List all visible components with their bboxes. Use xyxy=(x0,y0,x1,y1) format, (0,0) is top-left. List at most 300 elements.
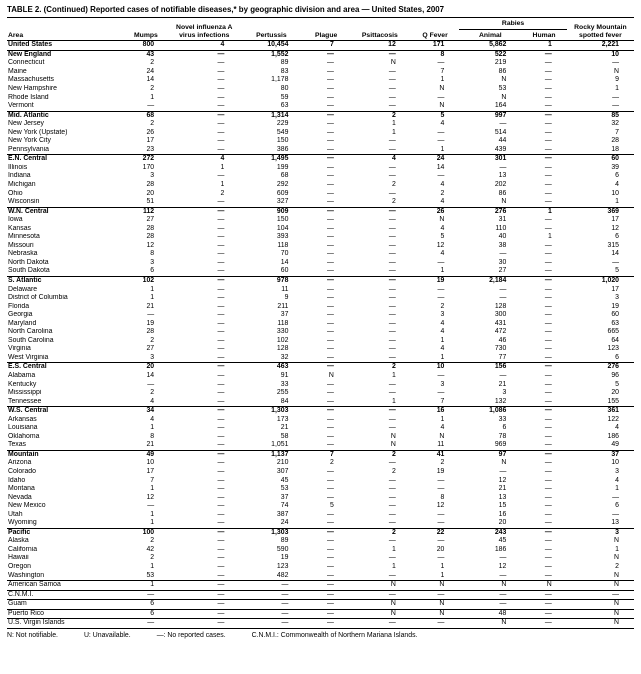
value-cell: 24 xyxy=(146,67,155,75)
value-cell: N xyxy=(439,432,445,440)
value-cell: — xyxy=(544,380,552,388)
value-cell: — xyxy=(388,76,396,84)
value-cell: — xyxy=(544,241,552,249)
value-cell: 211 xyxy=(277,302,289,310)
value-cell: N xyxy=(390,441,396,449)
table-footnote xyxy=(7,632,634,639)
value-cell: 12 xyxy=(146,241,155,249)
table-row xyxy=(7,181,634,190)
value-cell: — xyxy=(388,459,396,467)
area-cell: Kentucky xyxy=(8,380,37,388)
value-cell: 1 xyxy=(150,424,155,432)
value-cell: — xyxy=(326,145,334,153)
value-cell: 7 xyxy=(615,128,619,136)
value-cell: 1 xyxy=(391,545,396,553)
table-row xyxy=(7,94,634,103)
value-cell: — xyxy=(544,311,552,319)
value-cell: — xyxy=(499,163,507,171)
area-cell: Delaware xyxy=(8,285,38,293)
value-cell: — xyxy=(544,493,552,501)
value-cell: 243 xyxy=(459,528,521,537)
value-cell: 4 xyxy=(169,155,239,164)
value-cell: 102 xyxy=(276,336,289,344)
value-cell: 1 xyxy=(150,294,155,302)
table-row xyxy=(7,407,634,416)
value-cell: 51 xyxy=(146,198,155,206)
value-cell: — xyxy=(388,493,396,501)
value-cell: — xyxy=(169,50,239,59)
area-cell: E.N. Central xyxy=(7,155,123,164)
value-cell: 1,552 xyxy=(239,50,303,59)
area-cell: Montana xyxy=(8,485,35,493)
value-cell: — xyxy=(544,102,552,110)
value-cell: 3 xyxy=(440,311,445,319)
value-cell: — xyxy=(217,233,225,241)
value-cell: — xyxy=(326,67,334,75)
value-cell: 1 xyxy=(220,163,225,171)
value-cell: 330 xyxy=(276,328,289,336)
value-cell: — xyxy=(388,353,396,361)
value-cell: 463 xyxy=(239,363,303,372)
table-row xyxy=(7,468,634,477)
value-cell: — xyxy=(544,258,552,266)
area-cell: Illinois xyxy=(8,163,28,171)
value-cell: — xyxy=(437,285,445,293)
value-cell: 12 xyxy=(436,241,445,249)
value-cell: 20 xyxy=(611,389,619,397)
value-cell: — xyxy=(544,502,552,510)
value-cell: 16 xyxy=(411,407,460,416)
value-cell: 96 xyxy=(611,372,619,379)
value-cell: — xyxy=(437,372,445,379)
value-cell: — xyxy=(388,189,396,197)
value-cell: — xyxy=(567,590,634,600)
value-cell: — xyxy=(217,145,225,153)
area-cell: Kansas xyxy=(8,224,31,232)
footnote-no-reported-cases: —: No reported cases. xyxy=(156,631,226,639)
table-row xyxy=(7,619,634,629)
value-cell: 27 xyxy=(146,345,155,353)
value-cell: — xyxy=(388,172,396,180)
value-cell: — xyxy=(544,389,552,397)
value-cell: 1,495 xyxy=(239,155,303,164)
table-row xyxy=(7,459,634,468)
value-cell: 84 xyxy=(280,397,289,405)
value-cell: — xyxy=(437,389,445,397)
table-row xyxy=(7,485,634,494)
value-cell: 1,020 xyxy=(567,276,634,285)
value-cell: — xyxy=(437,510,445,518)
value-cell: — xyxy=(217,554,225,562)
table-row xyxy=(7,416,634,425)
value-cell: 199 xyxy=(276,163,289,171)
value-cell: — xyxy=(437,476,445,484)
value-cell: — xyxy=(544,468,552,476)
value-cell: — xyxy=(459,590,521,600)
area-cell: Texas xyxy=(8,441,26,449)
value-cell: N xyxy=(614,571,619,579)
value-cell: 10 xyxy=(146,459,155,467)
value-cell: 123 xyxy=(276,563,289,571)
table-row xyxy=(7,581,634,591)
value-cell: 301 xyxy=(459,155,521,164)
value-cell: — xyxy=(147,311,155,319)
value-cell: 2 xyxy=(391,468,396,476)
value-cell: 272 xyxy=(123,155,169,164)
value-cell: — xyxy=(544,67,552,75)
value-cell: — xyxy=(326,128,334,136)
value-cell: — xyxy=(326,216,334,224)
value-cell: 20 xyxy=(146,189,155,197)
area-cell: Florida xyxy=(8,302,30,310)
value-cell: 28 xyxy=(146,180,155,188)
area-cell: S. Atlantic xyxy=(7,276,123,285)
value-cell: — xyxy=(499,468,507,476)
value-cell: — xyxy=(388,571,396,579)
value-cell: — xyxy=(123,590,169,600)
value-cell: — xyxy=(303,155,348,164)
value-cell: — xyxy=(411,590,460,600)
value-cell: — xyxy=(217,519,225,527)
value-cell: — xyxy=(437,519,445,527)
area-cell: W.N. Central xyxy=(7,207,123,216)
value-cell: — xyxy=(217,571,225,579)
value-cell: 110 xyxy=(495,224,507,232)
value-cell: — xyxy=(326,163,334,171)
value-cell: — xyxy=(217,59,225,67)
value-cell: 3 xyxy=(502,389,507,397)
value-cell: — xyxy=(544,59,552,67)
value-cell: N xyxy=(411,600,460,610)
value-cell: — xyxy=(388,93,396,101)
value-cell: 1 xyxy=(391,372,396,379)
footnote-not-notifiable: N: Not notifiable. xyxy=(7,631,58,639)
value-cell: 112 xyxy=(123,207,169,216)
value-cell: 2,184 xyxy=(459,276,521,285)
value-cell: — xyxy=(303,528,348,537)
col-header-plague: Plague xyxy=(303,18,348,41)
value-cell: — xyxy=(326,380,334,388)
value-cell: 32 xyxy=(280,353,289,361)
value-cell: — xyxy=(326,250,334,258)
value-cell: — xyxy=(217,128,225,136)
value-cell: — xyxy=(388,510,396,518)
area-cell: New Jersey xyxy=(8,120,44,128)
table-row xyxy=(7,59,634,68)
area-cell: Washington xyxy=(8,571,45,579)
value-cell: 64 xyxy=(611,336,619,344)
area-cell: District of Columbia xyxy=(8,294,68,302)
value-cell: N xyxy=(349,600,411,610)
value-cell: — xyxy=(217,545,225,553)
table-row xyxy=(7,129,634,138)
value-cell: — xyxy=(326,241,334,249)
value-cell: 3 xyxy=(615,468,619,476)
value-cell: — xyxy=(326,485,334,493)
value-cell: — xyxy=(326,415,334,423)
value-cell: — xyxy=(544,137,552,145)
area-cell: New England xyxy=(7,50,123,59)
value-cell: — xyxy=(349,590,411,600)
area-cell: New York (Upstate) xyxy=(8,128,68,136)
value-cell: 14 xyxy=(146,76,155,84)
table-row xyxy=(7,590,634,600)
value-cell: 3 xyxy=(150,353,155,361)
table-title: TABLE 2. (Continued) Reported cases of notifiable diseases,* by geographic division and area — United States, 2007 xyxy=(7,5,445,14)
value-cell: — xyxy=(544,267,552,275)
value-cell: — xyxy=(303,609,348,619)
value-cell: 327 xyxy=(276,198,289,206)
value-cell: 21 xyxy=(146,302,155,310)
value-cell: 28 xyxy=(611,137,619,145)
value-cell: — xyxy=(388,519,396,527)
value-cell: 2 xyxy=(150,120,155,128)
value-cell: 89 xyxy=(280,537,289,545)
value-cell: 1,137 xyxy=(239,450,303,459)
value-cell: 10 xyxy=(411,363,460,372)
value-cell: 128 xyxy=(276,345,289,353)
value-cell: 1 xyxy=(547,41,552,49)
value-cell: — xyxy=(544,224,552,232)
table-row xyxy=(7,50,634,59)
area-cell: C.N.M.I. xyxy=(7,590,123,600)
value-cell: 12 xyxy=(498,476,507,484)
value-cell: — xyxy=(169,528,239,537)
table-row xyxy=(7,546,634,555)
value-cell: 14 xyxy=(146,372,155,379)
value-cell: — xyxy=(544,250,552,258)
value-cell: 17 xyxy=(611,285,619,293)
value-cell: N xyxy=(567,581,634,591)
table-row xyxy=(7,441,634,450)
col-header-novel-influenza: Novel influenza A virus infections xyxy=(169,18,239,41)
value-cell: 1 xyxy=(440,267,445,275)
value-cell: — xyxy=(388,102,396,110)
value-cell: — xyxy=(544,328,552,336)
value-cell: N xyxy=(390,432,396,440)
value-cell: 255 xyxy=(276,389,289,397)
value-cell: 118 xyxy=(277,319,289,327)
value-cell: 1 xyxy=(150,485,155,493)
value-cell: 20 xyxy=(123,363,169,372)
value-cell: — xyxy=(217,250,225,258)
value-cell: — xyxy=(169,600,239,610)
value-cell: — xyxy=(437,554,445,562)
area-cell: North Carolina xyxy=(8,328,53,336)
value-cell: 100 xyxy=(123,528,169,537)
value-cell: — xyxy=(544,485,552,493)
table-row xyxy=(7,389,634,398)
value-cell: 4 xyxy=(440,424,445,432)
value-cell: 1 xyxy=(150,510,155,518)
value-cell: 27 xyxy=(498,267,507,275)
value-cell: — xyxy=(388,485,396,493)
value-cell: 4 xyxy=(615,424,619,432)
value-cell: — xyxy=(169,276,239,285)
value-cell: 9 xyxy=(615,76,619,84)
value-cell: 164 xyxy=(494,102,507,110)
value-cell: — xyxy=(217,537,225,545)
value-cell: — xyxy=(388,216,396,224)
table-row xyxy=(7,381,634,390)
value-cell: — xyxy=(217,267,225,275)
value-cell: N xyxy=(567,619,634,629)
value-cell: 46 xyxy=(498,336,507,344)
table-row xyxy=(7,600,634,610)
value-cell: 4 xyxy=(349,155,411,164)
value-cell: 2,221 xyxy=(601,41,619,49)
value-cell: — xyxy=(217,294,225,302)
value-cell: — xyxy=(217,120,225,128)
area-cell: New Hampshire xyxy=(8,84,58,92)
value-cell: — xyxy=(303,50,348,59)
value-cell: 6 xyxy=(123,609,169,619)
area-cell: New York City xyxy=(8,137,51,145)
table-row xyxy=(7,155,634,164)
value-cell: 4 xyxy=(440,120,445,128)
value-cell: — xyxy=(169,407,239,416)
value-cell: 4 xyxy=(440,198,445,206)
table-row xyxy=(7,372,634,381)
col-header-pertussis: Pertussis xyxy=(239,18,303,41)
area-cell: American Samoa xyxy=(7,581,123,591)
value-cell: — xyxy=(499,571,507,579)
value-cell: 6 xyxy=(615,172,619,180)
area-cell: California xyxy=(8,545,38,553)
value-cell: — xyxy=(217,424,225,432)
value-cell: — xyxy=(326,493,334,501)
value-cell: 1 xyxy=(440,336,445,344)
value-cell: 34 xyxy=(123,407,169,416)
value-cell: 276 xyxy=(459,207,521,216)
area-cell: Wyoming xyxy=(8,519,37,527)
value-cell: — xyxy=(612,258,619,266)
value-cell: 969 xyxy=(494,441,507,449)
value-cell: — xyxy=(326,424,334,432)
area-cell: Massachusetts xyxy=(8,76,54,84)
value-cell: 28 xyxy=(146,233,155,241)
value-cell: N xyxy=(390,59,396,67)
value-cell: 1 xyxy=(440,563,445,571)
value-cell: — xyxy=(388,319,396,327)
value-cell: — xyxy=(303,581,348,591)
value-cell: — xyxy=(217,172,225,180)
table-row xyxy=(7,433,634,442)
value-cell: 522 xyxy=(459,50,521,59)
value-cell: 369 xyxy=(567,207,634,216)
value-cell: 2 xyxy=(440,189,445,197)
value-cell: 80 xyxy=(280,84,289,92)
value-cell: — xyxy=(544,545,552,553)
value-cell: — xyxy=(349,50,411,59)
col-header-rabies-human: Human xyxy=(521,29,566,41)
value-cell: 439 xyxy=(494,145,507,153)
value-cell: — xyxy=(388,311,396,319)
value-cell: 4 xyxy=(440,180,445,188)
table-row xyxy=(7,146,634,155)
value-cell: 85 xyxy=(567,111,634,120)
value-cell: — xyxy=(217,216,225,224)
value-cell: 122 xyxy=(607,415,619,423)
table-row xyxy=(7,259,634,268)
value-cell: N xyxy=(501,93,507,101)
value-cell: 609 xyxy=(276,189,289,197)
value-cell: N xyxy=(411,609,460,619)
value-cell: — xyxy=(544,294,552,302)
value-cell: 4 xyxy=(440,319,445,327)
value-cell: 4 xyxy=(220,41,225,49)
value-cell: — xyxy=(326,172,334,180)
value-cell: — xyxy=(544,336,552,344)
value-cell: N xyxy=(349,609,411,619)
value-cell: — xyxy=(217,102,225,110)
value-cell: — xyxy=(544,216,552,224)
value-cell: 63 xyxy=(280,102,289,110)
value-cell: 7 xyxy=(440,397,445,405)
value-cell: — xyxy=(388,84,396,92)
value-cell: — xyxy=(544,198,552,206)
value-cell: 123 xyxy=(607,345,619,353)
value-cell: — xyxy=(326,545,334,553)
table-row xyxy=(7,267,634,276)
value-cell: — xyxy=(326,432,334,440)
area-cell: Mid. Atlantic xyxy=(7,111,123,120)
value-cell: 63 xyxy=(611,319,619,327)
value-cell: 2 xyxy=(391,198,396,206)
value-cell: 21 xyxy=(498,380,507,388)
value-cell: — xyxy=(326,319,334,327)
value-cell: 32 xyxy=(611,120,619,128)
value-cell: — xyxy=(326,476,334,484)
value-cell: 2 xyxy=(220,189,225,197)
value-cell: N xyxy=(501,76,507,84)
value-cell: N xyxy=(459,581,521,591)
value-cell: 800 xyxy=(142,41,155,49)
value-cell: 53 xyxy=(498,84,507,92)
value-cell: — xyxy=(612,493,619,501)
value-cell: 2 xyxy=(349,528,411,537)
value-cell: — xyxy=(388,554,396,562)
value-cell: — xyxy=(303,590,348,600)
value-cell: — xyxy=(326,137,334,145)
area-cell: Nevada xyxy=(8,493,32,501)
value-cell: 2 xyxy=(150,554,155,562)
value-cell: 7 xyxy=(303,450,348,459)
value-cell: — xyxy=(544,84,552,92)
value-cell: — xyxy=(612,102,619,110)
value-cell: 49 xyxy=(123,450,169,459)
value-cell: — xyxy=(217,432,225,440)
value-cell: — xyxy=(326,84,334,92)
value-cell: — xyxy=(544,563,552,571)
value-cell: 48 xyxy=(459,609,521,619)
table-row xyxy=(7,311,634,320)
value-cell: — xyxy=(303,600,348,610)
value-cell: — xyxy=(388,258,396,266)
value-cell: — xyxy=(544,459,552,467)
value-cell: — xyxy=(239,600,303,610)
value-cell: — xyxy=(326,267,334,275)
value-cell: 549 xyxy=(276,128,289,136)
value-cell: — xyxy=(326,294,334,302)
value-cell: — xyxy=(326,563,334,571)
value-cell: 68 xyxy=(280,172,289,180)
value-cell: 78 xyxy=(498,432,507,440)
value-cell: — xyxy=(147,380,155,388)
value-cell: 89 xyxy=(280,59,289,67)
area-cell: Arizona xyxy=(8,459,32,467)
value-cell: 21 xyxy=(146,441,155,449)
